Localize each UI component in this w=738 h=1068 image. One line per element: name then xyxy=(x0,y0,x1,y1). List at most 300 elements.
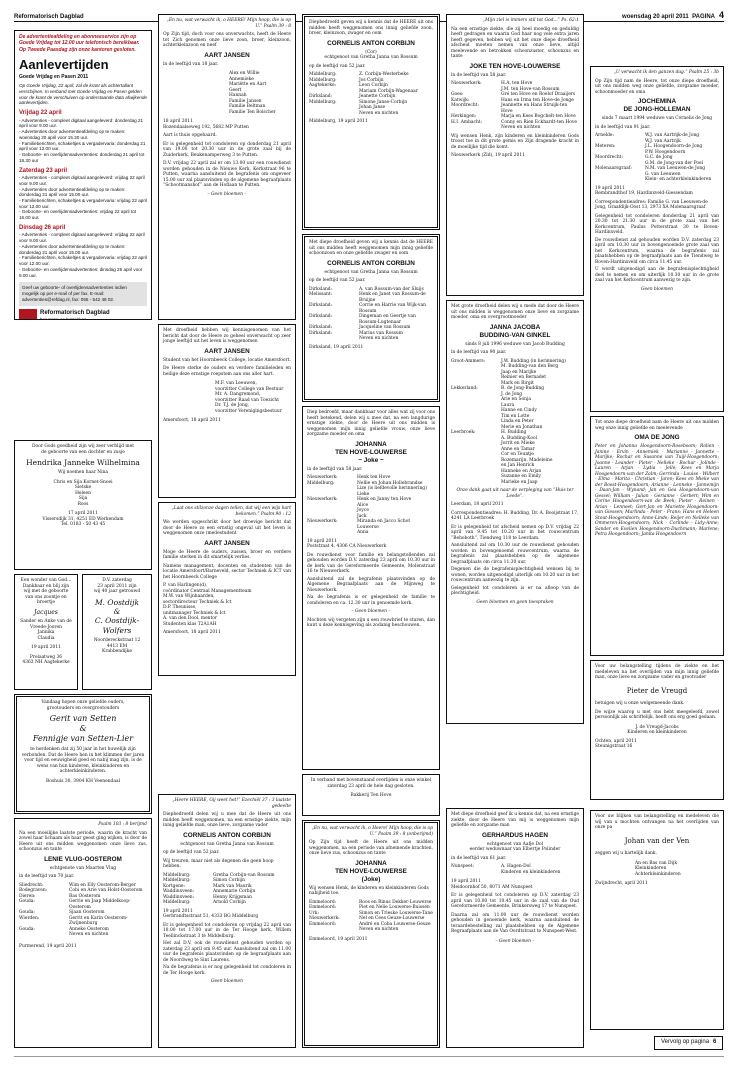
family-row-place: Gouda: xyxy=(19,926,35,932)
family-row xyxy=(309,303,433,314)
jochemina-age: in de leeftijd van 91 jaar. xyxy=(595,124,651,130)
family-row-names: Simon en Trieske Louwerse-Tane xyxy=(359,910,433,916)
family-row-names: G. van Leeuwen xyxy=(645,171,681,177)
family-row-names: Z. Corbijn-Westerbeke xyxy=(359,72,409,77)
family-row-place: Emmeloord: xyxy=(309,905,337,910)
family-row-place: Groot-Ammers: xyxy=(451,358,486,364)
family-row-names: Gerrit en Karin Oosterom-Zwijnenburg xyxy=(69,915,128,926)
ven-date: Zwijndrecht, april 2011 xyxy=(595,881,648,887)
aart-date: 18 april 2011 xyxy=(163,119,193,124)
aart3-body3: Namens management, docenten en studenten van de locatie Amersfoort/Barneveld, sector Techniek & ICT van het Hoornbeeck College xyxy=(163,563,291,580)
family-row-names: Bas Oosterom xyxy=(69,893,101,899)
hagen-flowers: – Geen bloemen – xyxy=(495,938,535,944)
family-row-names: Piet en Nelie Louwerse-Buissen xyxy=(359,905,430,910)
family-row-names: Henk ten Hove xyxy=(357,475,391,480)
birth2-line: Dankbaar en blij zijn xyxy=(22,583,70,589)
family-row-names: Hanneke en Arjan xyxy=(501,468,542,474)
corbijn1-body3: Er is gelegenheid tot condoleren op vrijdag 22 april van 18.00 tot 17.00 uur in de Ter Hooge kerk, Willem Teellinckstraat 3 te Middelburg. xyxy=(163,922,291,939)
family-row xyxy=(19,916,147,927)
signatory: voorzitter Verenigingsbestuur xyxy=(215,408,282,414)
birth2-line: Een wonder van God... xyxy=(20,578,72,583)
family-row-place: Emmeloord: xyxy=(309,899,337,905)
family-row-names: en Jan Henrick xyxy=(501,463,535,468)
hagen-address: Meidoornhof 50, 8071 AM Nunspeet xyxy=(451,884,533,890)
family-row-place xyxy=(595,177,641,183)
oma-name: OMA DE JONG xyxy=(634,434,680,441)
family-row-place: Leerbroek: xyxy=(451,430,476,435)
joke1-family-list xyxy=(307,475,435,536)
family-row-place: Middelburg: xyxy=(163,878,191,883)
corbijn3-name: CORNELIS ANTON CORBIJN xyxy=(327,259,415,267)
birth2-line: wij met de geboorte xyxy=(23,589,69,594)
joke1-flowers: – Geen bloemen – xyxy=(351,609,391,614)
page-label: PAGINA xyxy=(692,13,715,20)
ven-signatories xyxy=(635,861,719,878)
ven-name: Johan van der Ven xyxy=(624,836,690,845)
family-row-names: Sjaan Oosterom xyxy=(69,910,105,915)
budding-body4: Degenen die de begrafenisplechtigheid wensen bij te wonen, worden uitgenodigd uiterlijk om 10.20 uur in het rouwcentrum aanwezig te zijn. xyxy=(451,567,579,583)
vreugd-sig: J. de Vreugd-Jacobs xyxy=(635,724,679,730)
joke1-body2: De rouwdienst voor familie en belangstellenden zal gehouden worden D.V. zaterdag 23 april om 10.30 uur in de kerk van de Gereformeerde Gemeente, Molenstraat 16 te Nieuwerkerk. xyxy=(307,552,435,574)
ad-info-box xyxy=(14,30,152,320)
family-row xyxy=(309,314,433,325)
family-row-place: Lekkerland: xyxy=(451,386,478,391)
anniv-names xyxy=(21,714,145,744)
family-row-place: Nieuwerkerk: xyxy=(307,519,338,524)
birth-announcement-2 xyxy=(14,574,78,690)
family-row-place: Meteren: xyxy=(595,144,616,149)
joke1-age: in de leeftijd van 58 jaar. xyxy=(307,466,363,472)
aart-note: Aart is thuis opgebaard. xyxy=(163,133,217,138)
joke1-date: 19 april 2011 xyxy=(307,538,337,544)
aart2-date: Amersfoort, 18 april 2011 xyxy=(163,418,221,423)
ad-section-item: - Geboorte- en overlijdensadvertenties: donderdag 21 april tot 18.30 uur xyxy=(19,152,145,163)
signatory: voorzitter College van Bestuur xyxy=(215,386,284,392)
corbijn1-body2: Wij treuren, maar niet als degenen die geen hoop hebben. xyxy=(163,858,274,869)
birth2-name: Claudia xyxy=(37,635,55,641)
signatory: voorzitter Raad van Toezicht xyxy=(215,397,279,403)
family-row-place xyxy=(451,125,497,131)
joke3-verse: „Mijn ziel is immers stil tot God...” Ps. 62:1 xyxy=(482,18,579,23)
family-row-place: Middelburg: xyxy=(309,77,337,83)
jochemina-verse: „U verwacht ik den ganzen dag.” Psalm 25 : 3b xyxy=(613,70,719,75)
family-row-names: Mark en Birgit xyxy=(501,380,534,386)
vreugd-name: Pieter de Vreugd xyxy=(626,686,688,695)
ad-intro: De advertentieafdeling en abonneeservice zijn op Goede Vrijdag tot 12.00 uur telefonisch bereikbaar. Op Tweede Paasdag zijn onze kantoren gesloten. xyxy=(19,34,140,53)
oma-family: Peter en Johanna Hoogendoorn-Roseboom; Rolien - Janine - Ervin - Annemiek - Marianne - Jannette - Marijke; Rochar en Susanne van Tuijl-Hoogendoorn; Joanne - Leander - Pieter - Nelleke - Rochar - Jolinde - Lauren - Arjan - Lydia - Jelle; Kees en Marja Hoogendoorn-van der Zalm; Gerrinda - Louise - Wilbert - Elma - Marita - Christian - Jaren; Kees en Mieke van der Boest-Hoogendoorn; Arianne - Lenneke - Jannemijn - Daan-Jan - Wynand; Jan en Gea Hoogendoorn-van Gessel; William - Julian - Gerianne - Gerbert; Wim en Corine Hoogendoorn-van de Beek; Pieter - Reinen - Arian - Lenneet; Gert-Jan en Mariette Hoogendoorn-van Giessen; Marlinda - Peter - Frans; Hans en Heleen Stout-Hoogendoorn; Anne-Linde; Reijer en Nelleke van Ommeren-Hoogendoorn; Nick - Corlinde - Lidy-Anne; Sander en Evelien Hoogendoorn-Duchmann; Marlene; Petra Hoogendoorn; Janita Hoogendoorn xyxy=(595,444,719,537)
family-row-place: H.I. Ambacht: xyxy=(451,119,483,125)
mn-address-line: Noordereckstraat 12 xyxy=(93,638,141,643)
family-row-names: A. van Rossum-van der Sluijs xyxy=(359,286,424,292)
mn-line: 23 april 2011 zijn xyxy=(97,583,137,589)
obituary-aart-college xyxy=(158,324,296,498)
signatory: Kleinkinderen xyxy=(635,866,667,872)
obituary-oma-de-jong xyxy=(590,416,724,656)
family-row-place xyxy=(309,111,355,117)
ad-section-item: - Familieberichten, schakeltjes & vergadervaria: donderdag 21 april voor 12.00 uur. xyxy=(19,140,146,152)
corbijn3-body: Met diepe droefheid geven wij u kennis dat de HEERE uit ons midden heeft weggenomen mijn innig geliefde schoonzoon en onze geliefde zwager en oom xyxy=(309,240,433,256)
ad-section-item: - Advertenties door advertentieafdeling op te maken: woensdag 20 april voor 15.30 uur. xyxy=(19,129,126,140)
birth2-line: broertje xyxy=(37,600,55,605)
obituary-aart-students xyxy=(158,502,296,676)
family-row-names: Linda en Peter xyxy=(501,419,534,424)
budding-thanks: Onze dank gaat uit naar de verpleging van “Huis ter Leede”. xyxy=(456,488,574,499)
continued-page: 6 xyxy=(713,1039,717,1045)
mn-line: wij 40 jaar getrouwd xyxy=(93,589,141,594)
aart-age: in de leeftijd van 18 jaar. xyxy=(163,61,219,67)
shop-body: In verband met bovenstaand overlijden is onze winkel zaterdag 23 april de hele dag gesloten. xyxy=(310,778,432,789)
logo-name: Reformatorisch Dagblad xyxy=(40,309,110,316)
aart-name: AART JANSEN xyxy=(204,51,250,59)
family-row xyxy=(451,480,579,486)
page-date: woensdag 20 april 2011 xyxy=(622,13,689,20)
family-row-place: Aagtekerke: xyxy=(309,83,337,88)
aart2-body2: De Heere sterke de ouders en verdere familieleden en heilige deze ernstige roepstem aan ons aller hart. xyxy=(163,366,291,377)
corbijn1-body: Diepbedroefd delen wij u mee dat de Heere uit ons midden heeft weggenomen, na een ernstige ziekte, mijn innig geliefde man, onze lieve, zorgzame vader xyxy=(163,812,291,828)
corbijn3-age: op de leeftijd van 52 jaar. xyxy=(309,278,366,283)
page-number: 4 xyxy=(718,9,724,20)
joke3-age: in de leeftijd van 58 jaar. xyxy=(451,72,507,78)
family-row-place xyxy=(309,927,355,933)
thanks-van-der-ven xyxy=(590,810,724,1030)
obituary-joke-husband xyxy=(302,406,440,770)
family-row-place xyxy=(19,932,65,938)
family-row-place: Dirksland: xyxy=(309,286,333,292)
family-row-names: Nel en Cees Geuze-Louwerse xyxy=(359,916,425,921)
family-row xyxy=(309,336,433,342)
corbijn1-age: op de leeftijd van 52 jaar. xyxy=(163,850,220,855)
hagen-sub: echtgenoot van Aafje Dol xyxy=(487,841,543,847)
family-row-place: Moordrecht: xyxy=(595,155,623,160)
family-row-names: Lize (is liefdevolle herinnering) xyxy=(357,486,427,491)
aart3-body2: Moge de Heere de ouders, zussen, broer en verdere familie sterken in dit smartelijk verlies. xyxy=(163,549,291,560)
family-row-names: Cor en Teuntje xyxy=(501,452,534,457)
budding-date: Leerdam, 18 april 2011 xyxy=(451,502,504,507)
anniv-body: te herdenken dat zij 50 jaar in het huwelijk zijn verbonden. Dat de Heere hen in het klimmen der jaren voor tijd en eeuwigheid goed en nabij mag zijn, is de wens van hun kinderen, kleinkinderen en achterkleinkinderen. xyxy=(21,747,145,774)
family-row xyxy=(309,927,433,933)
signatory: An en Bas van Dijk xyxy=(635,860,677,866)
birth2-address xyxy=(19,655,73,666)
vreugd-address: Steunigstraat 16 xyxy=(595,744,633,750)
jochemina-address: Rembrandthof 19, Hardinxveld-Giessendam xyxy=(595,191,693,196)
logo-tagline: bewogen en betrokken xyxy=(40,317,87,320)
joke2-verse: „En nu, wat verwacht ik, o Heere! Mijn hoop, die is op U.” Psalm 39 : 8 (onberijmd) xyxy=(311,826,433,837)
family-row-names: Gré ten Hove en Roelof Draaijers xyxy=(501,92,576,97)
budding-flowers: Geen bloemen en geen toespraken xyxy=(476,599,554,605)
family-row xyxy=(309,292,433,303)
family-row-names: Jeanette Corbijn xyxy=(359,94,396,99)
joke2-body2: Wij wensen Henk, de kinderen en kleinkinderen Gods nabijheid toe. xyxy=(309,885,429,896)
budding-name: JANNA JACOBA xyxy=(489,323,541,331)
family-row-names: Laura xyxy=(501,402,515,408)
ven-body2: zeggen wij u hartelijk dank. xyxy=(595,851,657,857)
jochemina-body4: U wordt uitgenodigd aan de begrafenisplechtigheid deel te nemen en om uiterlijk 10.30 uur in de grote zaal van het Kerkcentrum aanwezig te zijn. xyxy=(595,267,719,283)
hagen-age: in de leeftijd van 61 jaar. xyxy=(451,855,507,861)
ad-contact: Geef uw geboorte- of overlijdensadvertenties indien mogelijk op per e-mail of per fax. E-mail: advertenties@refdag.nl, fax: 055 - 542 48 02. xyxy=(19,282,147,305)
family-row-place: Katwijk: xyxy=(451,97,470,103)
family-row-names: Marius van Rossum xyxy=(359,330,403,336)
family-row-names: Jack xyxy=(357,513,367,519)
family-row-place: Middelburg: xyxy=(307,480,335,486)
birth2-address-line: 4363 NH Aagtekerke xyxy=(22,660,70,665)
aart-verse: „En nu, wat verwacht ik, o HEERE! Mijn hoop, die is op U.” Psalm 39 : 8 xyxy=(166,18,291,29)
joke3-body2: Wij wensen Henk, zijn kinderen en kleinkinderen Gods troost toe in dit grote gemis en Zijn dragende kracht in de moeilijke tijd die komt. xyxy=(451,133,579,150)
family-row-place: Dirksland: xyxy=(309,325,333,330)
family-row-place: Bodegraven: xyxy=(19,888,48,893)
joke3-name: JOKE TEN HOVE-LOUWERSE xyxy=(469,62,561,70)
mn-address-line: 4413 EM xyxy=(106,643,128,649)
family-row-names: Dingeman en Geertje van Rossum-Lugtenaar xyxy=(359,314,416,325)
aart3-date: Amersfoort, 18 april 2011 xyxy=(163,630,221,635)
joke1-name: JOHANNA xyxy=(355,440,387,448)
birth-family-member: Chris en Sija Kornet-Snoei xyxy=(53,479,113,485)
family-row-place: Herkingen: xyxy=(451,114,477,119)
signatory: Mr. A. Dangremond, xyxy=(215,392,261,397)
family-row-names: J.M. ten Hove-van Rossum xyxy=(501,86,560,92)
family-row-place: Wierden: xyxy=(19,915,40,921)
obituary-lenie xyxy=(14,818,152,1048)
ad-section-item: - Familieberichten, schakeltjes & vergadervaria: vrijdag 22 april voor 12.00 uur. xyxy=(19,198,147,209)
family-row-names: André en Coba Louwerse-Geuze xyxy=(359,921,431,927)
ad-section-day: Dinsdag 26 april xyxy=(19,224,66,231)
aart3-signatories xyxy=(163,583,291,627)
family-member: Familie Jansen xyxy=(229,98,262,104)
family-row-place: Waddinxveen: xyxy=(163,889,195,894)
mn-address-line: Krabbendijke xyxy=(102,649,132,654)
family-row-names: Hanne en Cindy xyxy=(501,408,537,413)
family-row-place: Middelburg: xyxy=(309,72,337,77)
family-row-names: Anne en Tamar xyxy=(501,446,535,452)
joke2-family-list xyxy=(309,900,433,933)
family-row-names: H.A. ten Hove xyxy=(501,81,533,86)
family-row-place: Goes: xyxy=(451,92,464,97)
family-row-place: Arnelde: xyxy=(595,133,614,138)
family-row-names: Hans en Irma ten Hove-de Jonge xyxy=(501,97,574,103)
birth-roep: Wij noemen haar Nina xyxy=(58,470,108,476)
budding-sub: sinds 8 juli 1996 weduwe van Jacob Budding xyxy=(465,341,565,347)
aart3-name: AART JANSEN xyxy=(204,539,250,547)
family-row-names: Alice xyxy=(357,502,369,508)
rd-logo xyxy=(19,309,147,320)
family-row-names: P.W. Hoogendoorn xyxy=(645,149,686,155)
hagen-family-list xyxy=(451,864,579,875)
joke2-name: JOHANNA xyxy=(355,859,387,867)
aart2-signatories xyxy=(215,381,291,414)
vreugd-body: Voor uw belangstelling tijdens de ziekte en het medeleven na het overlijden van mijn innig geliefde man, onze lieve en zorgzame vader en grootvader xyxy=(595,664,719,680)
birth-family xyxy=(19,480,147,508)
birth2-address-line: Prelaatweg 36 xyxy=(29,654,63,660)
jochemina-body3: De rouwdienst zal gehouden worden D.V. zaterdag 23 april om 10.30 uur in bovengenoemde grote zaal van het Kerkcentrum, waarna de begrafenis zal plaatshebben op de begraafplaats aan de Tiendweg te Boven-Hardinxveld om circa 11.45 uur. xyxy=(595,237,719,265)
obituary-budding xyxy=(446,300,584,724)
family-member: Mariëtte en Aart xyxy=(229,82,267,87)
family-row-names: Neven en nichten xyxy=(501,125,541,130)
aart-body: Op Zijn tijd, doch voor ons onverwachts, heeft de Heere tot Zich genomen onze lieve zoon, broer, kleinzoon, achterkleinzoon en neef xyxy=(163,32,291,48)
family-row-place: Waddinxveen: xyxy=(163,894,195,900)
family-row-names: Leon Corbijn xyxy=(359,83,388,88)
joke2-nickname: (Joke) xyxy=(361,875,381,883)
corbijn3-family-list xyxy=(309,287,433,342)
corbijn1-name: CORNELIS ANTON CORBIJN xyxy=(183,831,271,839)
family-row-place xyxy=(309,336,355,342)
family-row-place: Dieren: xyxy=(19,893,36,899)
birth-announcement xyxy=(14,440,152,570)
family-row-names: Neven en nichten xyxy=(359,110,399,116)
family-row-names: Nellie en Johan Hollebrandse xyxy=(357,480,423,486)
family-row-place: Nieuwerkerk: xyxy=(307,475,338,480)
family-row-names: B. de Jong-Budding xyxy=(501,386,545,391)
family-row-names: J.W. Budding (in herinnering) xyxy=(501,358,566,364)
family-row-names: Anneke Oosterom xyxy=(69,926,109,932)
family-row-names: A. Hagen-Dol xyxy=(501,864,531,869)
family-row xyxy=(595,177,719,183)
mn-name: M. Oostdijk xyxy=(94,597,140,607)
mn-line: D.V. zaterdag xyxy=(102,578,132,583)
family-member: Familie Beltman xyxy=(229,104,266,109)
hagen-sub2: eerder weduwnaar van Elbertje Polinder xyxy=(469,847,561,852)
corbijn2-sub: echtgenoot van Gretha Janna van Rossum xyxy=(324,55,418,60)
family-row-place: Nunspeet: xyxy=(451,864,475,869)
corbijn1-body4: Het zal D.V. ook de rouwdienst gehouden worden op zaterdag 23 april om 9.45 uur. Aansluitend zal om 11.00 uur de begrafenis plaatsvinden op de begraafplaats aan de Noordweg te Sint Laurens. xyxy=(163,941,291,963)
birth2-date: 19 april 2011 xyxy=(31,645,61,650)
family-row-place: Urk: xyxy=(309,910,319,916)
anniv-line-2: grootouders en overgrootouders xyxy=(46,705,120,711)
joke3-date: Nieuwerkerk (Zld), 19 april 2011 xyxy=(451,153,525,158)
family-row-names: Joyce xyxy=(357,508,369,513)
ad-section-item: - Advertenties - compleet digitaal aangeleverd: vrijdag 22 april voor 9.00 uur. xyxy=(19,175,145,186)
vreugd-body3: De wijze waarop u met ons hebt meegeleefd, zowel persoonlijk als schriftelijk, heeft ons erg goed gedaan. xyxy=(595,709,719,721)
anniv-line-1: Vandaag hopen onze geliefde ouders, xyxy=(41,700,125,705)
corbijn2-nickname: (Cor) xyxy=(365,49,377,55)
ad-section-item: - Advertenties - compleet digitaal aangeleverd: vrijdag 22 april voor 9.00 uur. xyxy=(19,232,145,244)
family-row-place: Middelburg: xyxy=(309,99,337,105)
vreugd-body2: betuigen wij u onze welgemeende dank. xyxy=(595,701,685,707)
family-row-names: Lieke xyxy=(357,491,370,497)
continued-on-page-link[interactable] xyxy=(654,1036,723,1050)
jochemina-name: JOCHEMINA xyxy=(637,98,677,105)
birth2-name: Jannika xyxy=(37,630,55,635)
signatory: P. van Harlingen(d), xyxy=(163,583,208,588)
family-row-names: N.M. van Leeuwen-de Jong xyxy=(645,166,706,171)
birth-address: Vissersdijk 31, 4251 ED Werkendam xyxy=(42,516,124,522)
family-row-names: Henk en Janet van Rossum-de Bruijne xyxy=(359,292,426,303)
family-row-names: Arie en Sonja xyxy=(501,397,531,402)
corbijn2-age: op de leeftijd van 52 jaar. xyxy=(309,63,366,69)
birth2-name: Vreede-Jooren xyxy=(30,624,62,630)
ad-subtitle: Goede Vrijdag en Pasen 2011 xyxy=(19,74,89,80)
birth-line-2: de geboorte van een dochter en zusje xyxy=(41,449,125,455)
budding-name2: BUDDING-VAN GINKEL xyxy=(479,331,551,339)
family-row xyxy=(451,125,579,131)
family-row-names: Klein- en achterkleinkinderen xyxy=(645,177,712,182)
footer-rule xyxy=(14,1056,724,1057)
mn-address xyxy=(87,638,147,655)
birth2-initials: Jacques xyxy=(34,608,58,616)
budding-body5: Gelegenheid tot condoleren is er na afloop van de plechtigheid. xyxy=(451,585,579,596)
family-row-names: Annemarie Corbijn xyxy=(213,889,256,894)
jochemina-corr: Correspondentieadres: Familie G. van Leeuwen-de Jong, Graafdijk-Oost 13, 2973 XA Molenaarsgraaf xyxy=(595,199,708,210)
marriage-anniversary-note xyxy=(82,574,152,690)
family-row-names: Kinderen en kleinkinderen xyxy=(501,869,561,875)
joke2-name2: TEN HOVE-LOUWERSE xyxy=(335,867,407,875)
corbijn2-body: Diepbedroefd geven wij u kennis dat de HEERE uit ons midden heeft weggenomen ons innig geliefde zoon, broer, kleinzoon, zwager en oom xyxy=(309,20,433,36)
budding-age: in de leeftijd van 90 jaar. xyxy=(451,350,507,355)
family-row-place: Dirksland: xyxy=(309,303,333,308)
mn-lines xyxy=(87,578,147,595)
obituary-hagen xyxy=(446,808,584,1048)
budding-body: Met grote droefheid delen wij u mede dat door de Heere uit ons midden is weggenomen onze lieve en zorgzame moeder, oma en overgrootmoeder xyxy=(451,304,579,320)
family-row-place: Gouda: xyxy=(19,910,35,915)
family-row-names: Reinier en Bernadet xyxy=(501,375,546,380)
corbijn3-date: Dirksland, 19 april 2011 xyxy=(309,344,364,350)
corbijn1-verse: „Heere HEERE, Gij weet het!” Ezechiël 37 : 3 laatste gedeelte xyxy=(172,798,291,809)
family-row-names: Neven en nichten xyxy=(359,336,399,341)
oma-body: Tot onze diepe droefheid nam de Heere uit ons midden weg onze innig geliefde en meelevende xyxy=(595,420,719,431)
lenie-age: in de leeftijd van 70 jaar. xyxy=(19,874,75,879)
family-row xyxy=(163,900,291,906)
lenie-name: LENIE VLUG-OOSTEROM xyxy=(44,855,122,863)
family-row-names: Mark van Maurik xyxy=(213,883,252,889)
birth-name: Hendrika Janneke Wilhelmina xyxy=(26,458,140,467)
corbijn1-sub: echtgenoot van Gretha Janna van Rossum xyxy=(180,841,274,847)
family-row-place: Gouda: xyxy=(19,899,35,904)
aart2-sub: Student van het Hoornbeeck College, locatie Amersfoort. xyxy=(163,357,291,363)
family-member: Annemieke xyxy=(229,76,254,82)
family-row-names: Arnold Corbijn xyxy=(213,900,246,905)
obituary-corbijn-inlaws xyxy=(302,234,440,402)
family-row-names: G.M. de Jong-van der Poel xyxy=(645,160,704,166)
ad-section-item: - Advertenties - compleet digitaal aangeleverd: donderdag 21 april voor 9.00 uur. xyxy=(19,117,144,129)
family-row-names: Johan Janse xyxy=(359,105,386,110)
family-row-place: Sliedrecht: xyxy=(19,882,44,888)
family-row-names: Simone Janse-Corbijn xyxy=(359,99,408,105)
birth-family-member: Sija xyxy=(78,496,88,502)
aart-flowers: – Geen bloemen – xyxy=(207,191,247,197)
ad-sections xyxy=(19,110,147,278)
family-row-names: Marja en Kees Bogchelt-ten Hove xyxy=(501,114,576,119)
family-member: Hannah xyxy=(229,93,247,98)
lenie-verse: Psalm 103 : 8 berijmd xyxy=(98,822,147,827)
mn-name: & xyxy=(113,606,121,616)
ad-title: Aanlevertijden xyxy=(19,56,109,72)
family-row-names: Anna xyxy=(357,530,369,535)
corbijn3-sub: echtgenoot van Gretha Janna van Rossum xyxy=(324,269,418,275)
corbijn1-date: 19 april 2011 xyxy=(163,908,193,914)
family-row xyxy=(309,111,433,117)
wedding-anniversary xyxy=(14,694,152,814)
family-row-names: G.C. de Jong xyxy=(645,155,673,160)
obituary-aart-family xyxy=(158,14,296,320)
mn-name: Wolfers xyxy=(102,625,132,635)
jochemina-sub: sinds 7 maart 1994 weduwe van Cornelis de Jong xyxy=(601,116,713,121)
jochemina-name2: DE JONG-HOLLEMAN xyxy=(623,106,691,113)
joke1-name2: TEN HOVE-LOUWERSE xyxy=(335,448,407,456)
jochemina-body: Op Zijn tijd nam de Heere, tot onze diepe droefheid, uit ons midden weg onze geliefde, zorgzame moeder, schoonmoeder en oma xyxy=(595,78,719,95)
family-row-names: A. Budding-Kool xyxy=(501,435,538,441)
family-row-names: Neven en nichten xyxy=(359,927,399,932)
signatory: D.P. Theunisse, xyxy=(163,605,197,610)
thanks-de-vreugd xyxy=(590,660,724,800)
family-row-names: J.L. Hoogendoorn-de Jong xyxy=(645,144,703,149)
ad-note: Op Goede Vrijdag, 22 april, zal de krant als achtertallant verschijnen. In verband met Goede Vrijdag en Pasen gelden voor de krant de verschuiven op onderstaande data afwijkende aanlevertijden. xyxy=(19,83,147,106)
signatory: Achterkleinkinderen xyxy=(635,871,681,877)
family-row-place: Nieuwerkerk: xyxy=(451,81,482,86)
joke1-nickname: ~ Joke ~ xyxy=(358,456,384,464)
family-row-names: J. de Jong xyxy=(501,391,523,397)
family-row-names: Rozemarijn, Madeleine xyxy=(501,457,553,463)
ad-section-item: - Advertenties door advertentieafdeling op te maken: donderdag 21 april voor 15.00 uur. xyxy=(19,186,126,198)
corbijn1-body5: Na de begrafenis is er nog gelegenheid tot condoleren in de Ter Hooge kerk. xyxy=(163,965,291,976)
family-row xyxy=(451,103,579,114)
